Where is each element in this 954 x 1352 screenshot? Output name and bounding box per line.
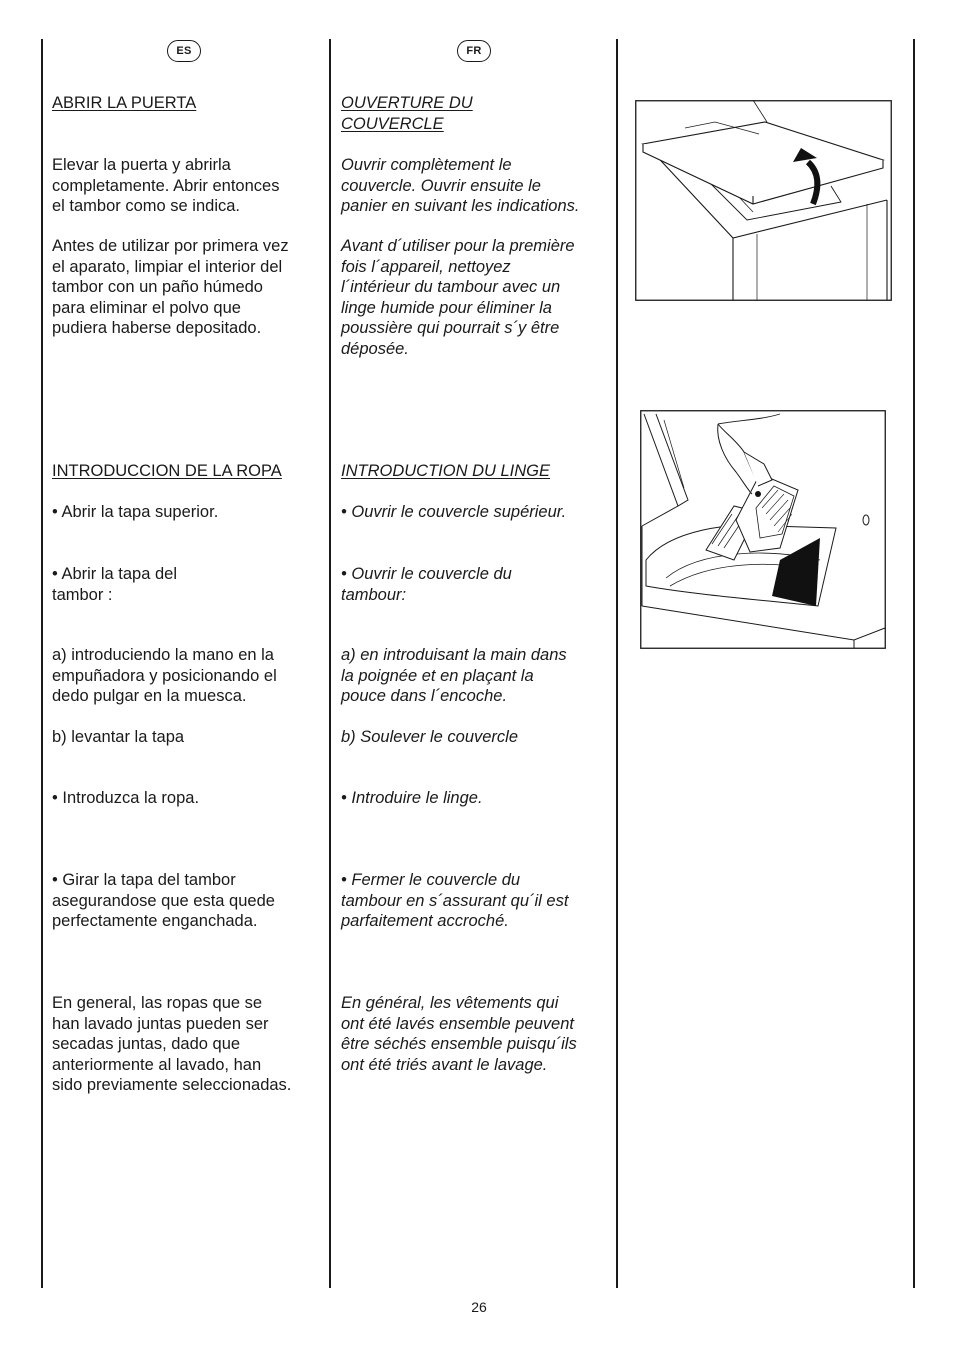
text-line: • Abrir la tapa superior. — [52, 503, 219, 521]
text-line: fois l´appareil, nettoyez — [341, 257, 511, 276]
text-line: tambour: — [341, 585, 407, 604]
text-line: • Introduzca la ropa. — [52, 789, 200, 807]
es-general-paragraph — [52, 993, 291, 1096]
text-line: perfectamente enganchada. — [52, 912, 258, 930]
text-line: linge humide pour éliminer la — [341, 298, 552, 317]
text-line: En général, les vêtements qui — [341, 994, 559, 1012]
text-line: empuñadora y posicionando el — [52, 666, 277, 685]
text-line: • Ouvrir le couvercle du — [341, 565, 512, 583]
text-line: asegurandose que esta quede — [52, 891, 275, 910]
text-line: pudiera haberse depositado. — [52, 319, 262, 337]
text-line: OUVERTURE DU — [341, 94, 473, 112]
text-line: COUVERCLE — [341, 114, 444, 133]
page-number: 26 — [471, 1299, 487, 1315]
fr-step-load — [341, 788, 483, 809]
load-drum-illustration — [640, 410, 887, 650]
text-line: anteriormente al lavado, han — [52, 1055, 262, 1074]
fr-cleaning-paragraph — [341, 236, 575, 359]
text-line: pouce dans l´encoche. — [341, 687, 508, 705]
es-step-b — [52, 727, 184, 748]
fr-loading-heading: INTRODUCTION DU LINGE — [341, 462, 551, 480]
fr-open-lid-heading — [341, 93, 473, 134]
text-line: panier en suivant les indications. — [341, 197, 580, 215]
text-line: b) levantar la tapa — [52, 728, 185, 746]
text-line: déposée. — [341, 339, 409, 358]
es-cleaning-paragraph — [52, 236, 289, 339]
es-open-door-heading: ABRIR LA PUERTA — [52, 94, 197, 112]
text-line: Antes de utilizar por primera vez — [52, 237, 289, 255]
fr-open-lid-paragraph — [341, 155, 579, 217]
es-step-load — [52, 788, 199, 809]
text-line: a) en introduisant la main dans — [341, 646, 567, 664]
fr-step-close — [341, 870, 568, 932]
text-line: tambor con un paño húmedo — [52, 278, 263, 296]
text-line: • Abrir la tapa del — [52, 565, 178, 583]
text-line: completamente. Abrir entonces — [52, 176, 280, 195]
text-line: b) Soulever le couvercle — [341, 728, 519, 746]
text-line: el aparato, limpiar el interior del — [52, 257, 283, 276]
text-line: Avant d´utiliser pour la première — [341, 237, 575, 255]
text-line: Ouvrir complètement le — [341, 156, 512, 174]
es-open-door-paragraph — [52, 155, 279, 217]
es-step-a — [52, 645, 277, 707]
text-line: a) introduciendo la mano en la — [52, 646, 274, 664]
fr-step-b — [341, 727, 518, 748]
fr-general-paragraph — [341, 993, 577, 1075]
es-loading-heading: INTRODUCCION DE LA ROPA — [52, 462, 282, 480]
text-line: poussière qui pourrait s´y être — [341, 319, 560, 337]
column-divider-mid-left — [329, 39, 331, 1288]
text-line: • Girar la tapa del tambor — [52, 871, 236, 889]
text-line: En general, las ropas que se — [52, 994, 263, 1012]
column-divider-right — [913, 39, 915, 1288]
es-step-close — [52, 870, 275, 932]
es-step-open-drum — [52, 564, 177, 605]
text-line: tambor : — [52, 585, 113, 604]
text-line: sido previamente seleccionadas. — [52, 1076, 292, 1094]
text-line: ont été triés avant le lavage. — [341, 1055, 548, 1074]
es-step-open-lid — [52, 502, 218, 523]
text-line: l´intérieur du tambour avec un — [341, 278, 561, 296]
language-badge-fr: FR — [457, 40, 491, 62]
language-badge-es: ES — [167, 40, 201, 62]
text-line: • Ouvrir le couvercle supérieur. — [341, 503, 567, 521]
text-line: ont été lavés ensemble peuvent — [341, 1014, 574, 1033]
column-divider-mid-right — [616, 39, 618, 1288]
text-line: para eliminar el polvo que — [52, 298, 241, 317]
text-line: secadas juntas, dado que — [52, 1035, 241, 1053]
fr-step-a — [341, 645, 567, 707]
text-line: han lavado juntas pueden ser — [52, 1014, 269, 1033]
text-line: la poignée et en plaçant la — [341, 666, 534, 685]
open-lid-illustration — [635, 100, 893, 302]
text-line: être séchés ensemble puisqu´ils — [341, 1035, 577, 1053]
text-line: el tambor como se indica. — [52, 197, 241, 215]
text-line: • Fermer le couvercle du — [341, 871, 521, 889]
text-line: Elevar la puerta y abrirla — [52, 156, 231, 174]
text-line: • Introduire le linge. — [341, 789, 483, 807]
text-line: couvercle. Ouvrir ensuite le — [341, 176, 541, 195]
text-line: tambour en s´assurant qu´il est — [341, 891, 569, 910]
fr-step-open-lid — [341, 502, 566, 523]
text-line: dedo pulgar en la muesca. — [52, 687, 247, 705]
column-divider-left — [41, 39, 43, 1288]
text-line: parfaitement accroché. — [341, 912, 509, 930]
fr-step-open-drum — [341, 564, 512, 605]
